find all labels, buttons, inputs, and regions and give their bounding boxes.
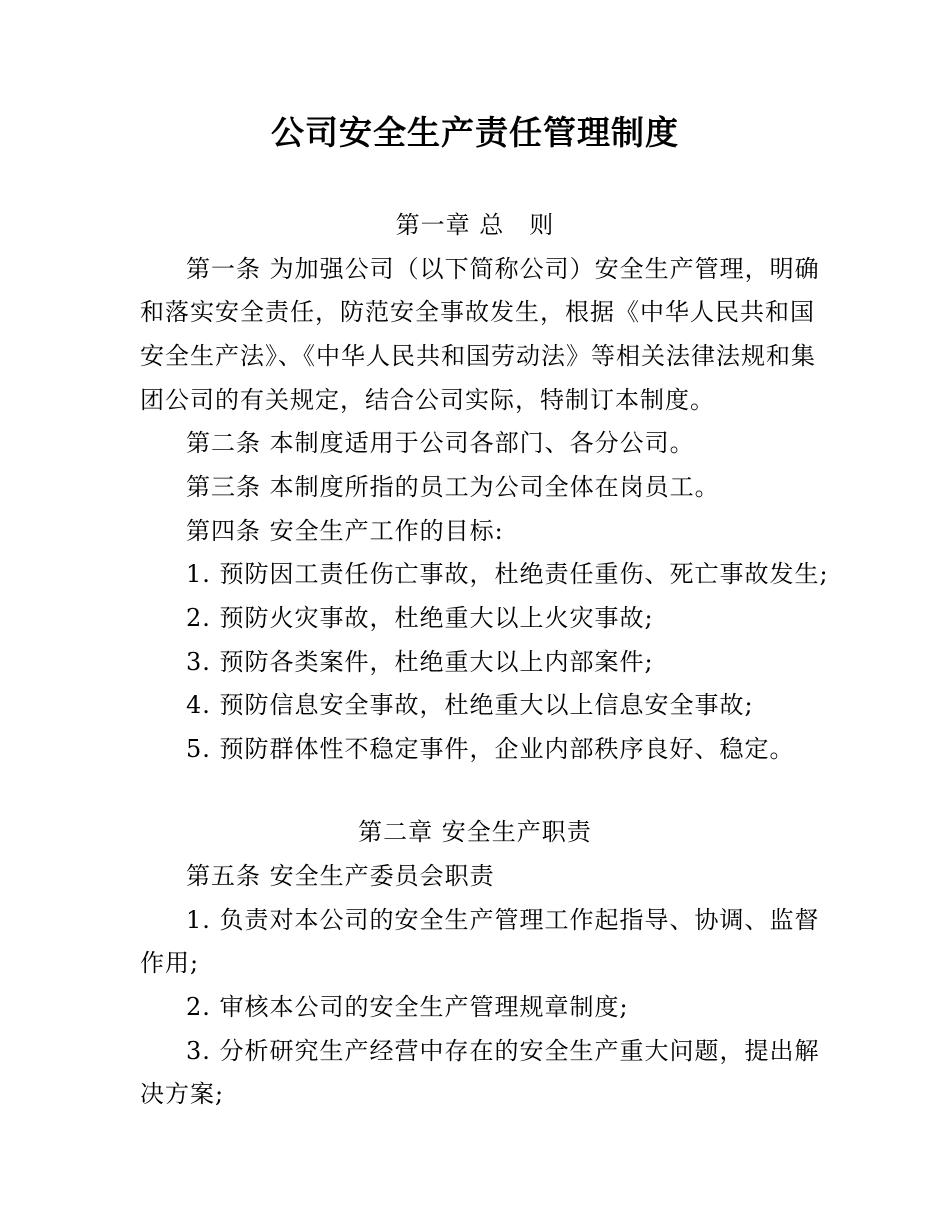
chapter-1-heading: 第一章 总 则: [395, 211, 555, 239]
duty-item-3-line-1: 3. 分析研究生产经营中存在的安全生产重大问题，提出解: [186, 1037, 820, 1065]
duty-item-1-line-1: 1. 负责对本公司的安全生产管理工作起指导、协调、监督: [186, 906, 820, 934]
article-1-line-3: 安全生产法》、《中华人民共和国劳动法》等相关法律法规和集: [140, 342, 816, 370]
article-3: 第三条 本制度所指的员工为公司全体在岗员工。: [186, 473, 720, 501]
duty-item-2: 2. 审核本公司的安全生产管理规章制度;: [186, 993, 629, 1021]
duty-item-1-line-2: 作用;: [140, 949, 200, 977]
goal-item-4: 4. 预防信息安全事故，杜绝重大以上信息安全事故;: [186, 691, 754, 719]
chapter-2-heading: 第二章 安全生产职责: [358, 818, 592, 846]
goal-item-3: 3. 预防各类案件，杜绝重大以上内部案件;: [186, 648, 654, 676]
article-2: 第二条 本制度适用于公司各部门、各分公司。: [186, 429, 695, 457]
article-1-line-1: 第一条 为加强公司（以下简称公司）安全生产管理，明确: [186, 255, 820, 283]
goal-item-1: 1. 预防因工责任伤亡事故，杜绝责任重伤、死亡事故发生;: [186, 560, 829, 588]
article-1-line-2: 和落实安全责任，防范安全事故发生，根据《中华人民共和国: [140, 298, 815, 326]
document-title: 公司安全生产责任管理制度: [271, 113, 679, 152]
duty-item-3-line-2: 决方案;: [140, 1080, 225, 1108]
article-4: 第四条 安全生产工作的目标:: [186, 517, 504, 545]
goal-item-5: 5. 预防群体性不稳定事件，企业内部秩序良好、稳定。: [186, 735, 795, 763]
article-5: 第五条 安全生产委员会职责: [186, 862, 495, 890]
goal-item-2: 2. 预防火灾事故，杜绝重大以上火灾事故;: [186, 604, 654, 632]
article-1-line-4: 团公司的有关规定，结合公司实际，特制订本制度。: [140, 386, 715, 414]
